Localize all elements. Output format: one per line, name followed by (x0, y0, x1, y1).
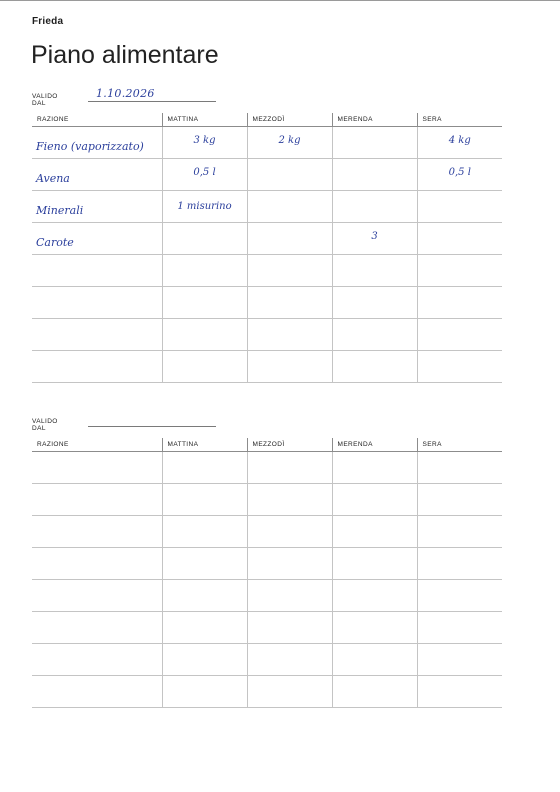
amount-cell[interactable] (332, 580, 417, 612)
amount-cell[interactable] (247, 452, 332, 484)
amount-cell[interactable] (332, 644, 417, 676)
valid-from-date[interactable]: 1.10.2026 (96, 87, 155, 100)
amount-cell[interactable] (332, 516, 417, 548)
feeding-plan-table-1 (32, 113, 502, 383)
amount-cell[interactable] (332, 548, 417, 580)
amount-cell[interactable] (162, 580, 247, 612)
amount-cell[interactable]: 0,5 l (417, 159, 502, 191)
amount-cell[interactable] (247, 580, 332, 612)
table-row (32, 484, 502, 516)
amount-cell[interactable] (417, 191, 502, 223)
table-row (32, 351, 502, 383)
amount-cell[interactable] (162, 484, 247, 516)
table-row (32, 127, 502, 159)
valid-from-line (88, 101, 216, 102)
amount-cell[interactable] (417, 548, 502, 580)
amount-cell[interactable] (247, 484, 332, 516)
valid-from-line (88, 426, 216, 427)
ration-cell[interactable]: Minerali (32, 191, 162, 223)
table-row (32, 548, 502, 580)
amount-cell[interactable]: 2 kg (247, 127, 332, 159)
column-header: SERA (417, 113, 502, 127)
amount-cell[interactable] (332, 676, 417, 708)
column-header: MEZZODÌ (247, 438, 332, 452)
amount-cell[interactable] (417, 255, 502, 287)
table-row (32, 223, 502, 255)
amount-cell[interactable] (332, 452, 417, 484)
amount-cell[interactable] (417, 676, 502, 708)
table-row (32, 191, 502, 223)
table-row (32, 644, 502, 676)
amount-cell[interactable]: 3 (332, 223, 417, 255)
amount-cell[interactable] (247, 351, 332, 383)
table-row (32, 516, 502, 548)
amount-cell[interactable] (247, 255, 332, 287)
amount-cell[interactable]: 0,5 l (162, 159, 247, 191)
horse-name: Frieda (32, 16, 64, 27)
column-header: MATTINA (162, 438, 247, 452)
amount-cell[interactable] (417, 452, 502, 484)
column-header: RAZIONE (32, 438, 162, 452)
top-border (0, 0, 560, 1)
amount-cell[interactable] (162, 351, 247, 383)
column-header: MATTINA (162, 113, 247, 127)
ration-cell[interactable] (32, 580, 162, 612)
amount-cell[interactable] (332, 255, 417, 287)
amount-cell[interactable] (247, 612, 332, 644)
ration-cell[interactable] (32, 452, 162, 484)
table-row (32, 452, 502, 484)
valid-from-label: VALIDO DAL (32, 93, 58, 107)
amount-cell[interactable] (332, 191, 417, 223)
amount-cell[interactable] (417, 516, 502, 548)
table-row (32, 676, 502, 708)
amount-cell[interactable] (332, 127, 417, 159)
amount-cell[interactable] (247, 548, 332, 580)
ration-cell[interactable]: Carote (32, 223, 162, 255)
amount-cell[interactable] (417, 287, 502, 319)
amount-cell[interactable] (417, 351, 502, 383)
ration-cell[interactable] (32, 676, 162, 708)
amount-cell[interactable] (417, 223, 502, 255)
ration-cell[interactable] (32, 548, 162, 580)
ration-cell[interactable] (32, 612, 162, 644)
amount-cell[interactable] (332, 319, 417, 351)
column-header: MERENDA (332, 113, 417, 127)
valid-from-label: VALIDO DAL (32, 418, 58, 432)
column-header: RAZIONE (32, 113, 162, 127)
amount-cell[interactable] (247, 159, 332, 191)
amount-cell[interactable] (162, 452, 247, 484)
ration-cell[interactable] (32, 484, 162, 516)
amount-cell[interactable] (332, 484, 417, 516)
amount-cell[interactable] (417, 319, 502, 351)
amount-cell[interactable] (417, 484, 502, 516)
ration-cell[interactable] (32, 255, 162, 287)
table-row (32, 319, 502, 351)
ration-cell[interactable] (32, 319, 162, 351)
amount-cell[interactable] (162, 223, 247, 255)
table-row (32, 159, 502, 191)
amount-cell[interactable] (332, 287, 417, 319)
feeding-plan-table-2 (32, 438, 502, 708)
ration-cell[interactable] (32, 516, 162, 548)
amount-cell[interactable] (162, 287, 247, 319)
amount-cell[interactable] (247, 516, 332, 548)
amount-cell[interactable] (332, 159, 417, 191)
amount-cell[interactable] (162, 319, 247, 351)
amount-cell[interactable] (332, 351, 417, 383)
amount-cell[interactable]: 4 kg (417, 127, 502, 159)
table-row (32, 255, 502, 287)
ration-cell[interactable] (32, 644, 162, 676)
ration-cell[interactable]: Fieno (vaporizzato) (32, 127, 162, 159)
column-header: SERA (417, 438, 502, 452)
amount-cell[interactable] (247, 644, 332, 676)
amount-cell[interactable] (417, 644, 502, 676)
amount-cell[interactable] (162, 612, 247, 644)
page-title: Piano alimentare (31, 41, 219, 69)
amount-cell[interactable]: 3 kg (162, 127, 247, 159)
amount-cell[interactable] (162, 255, 247, 287)
amount-cell[interactable] (332, 612, 417, 644)
amount-cell[interactable] (162, 548, 247, 580)
amount-cell[interactable] (247, 676, 332, 708)
amount-cell[interactable] (417, 580, 502, 612)
amount-cell[interactable] (417, 612, 502, 644)
amount-cell[interactable] (247, 191, 332, 223)
amount-cell[interactable] (162, 516, 247, 548)
column-header: MERENDA (332, 438, 417, 452)
amount-cell[interactable] (162, 676, 247, 708)
column-header: MEZZODÌ (247, 113, 332, 127)
ration-cell[interactable] (32, 351, 162, 383)
amount-cell[interactable] (247, 319, 332, 351)
ration-cell[interactable] (32, 287, 162, 319)
table-row (32, 287, 502, 319)
table-row (32, 612, 502, 644)
amount-cell[interactable] (247, 223, 332, 255)
ration-cell[interactable]: Avena (32, 159, 162, 191)
amount-cell[interactable]: 1 misurino (162, 191, 247, 223)
amount-cell[interactable] (162, 644, 247, 676)
amount-cell[interactable] (247, 287, 332, 319)
table-row (32, 580, 502, 612)
